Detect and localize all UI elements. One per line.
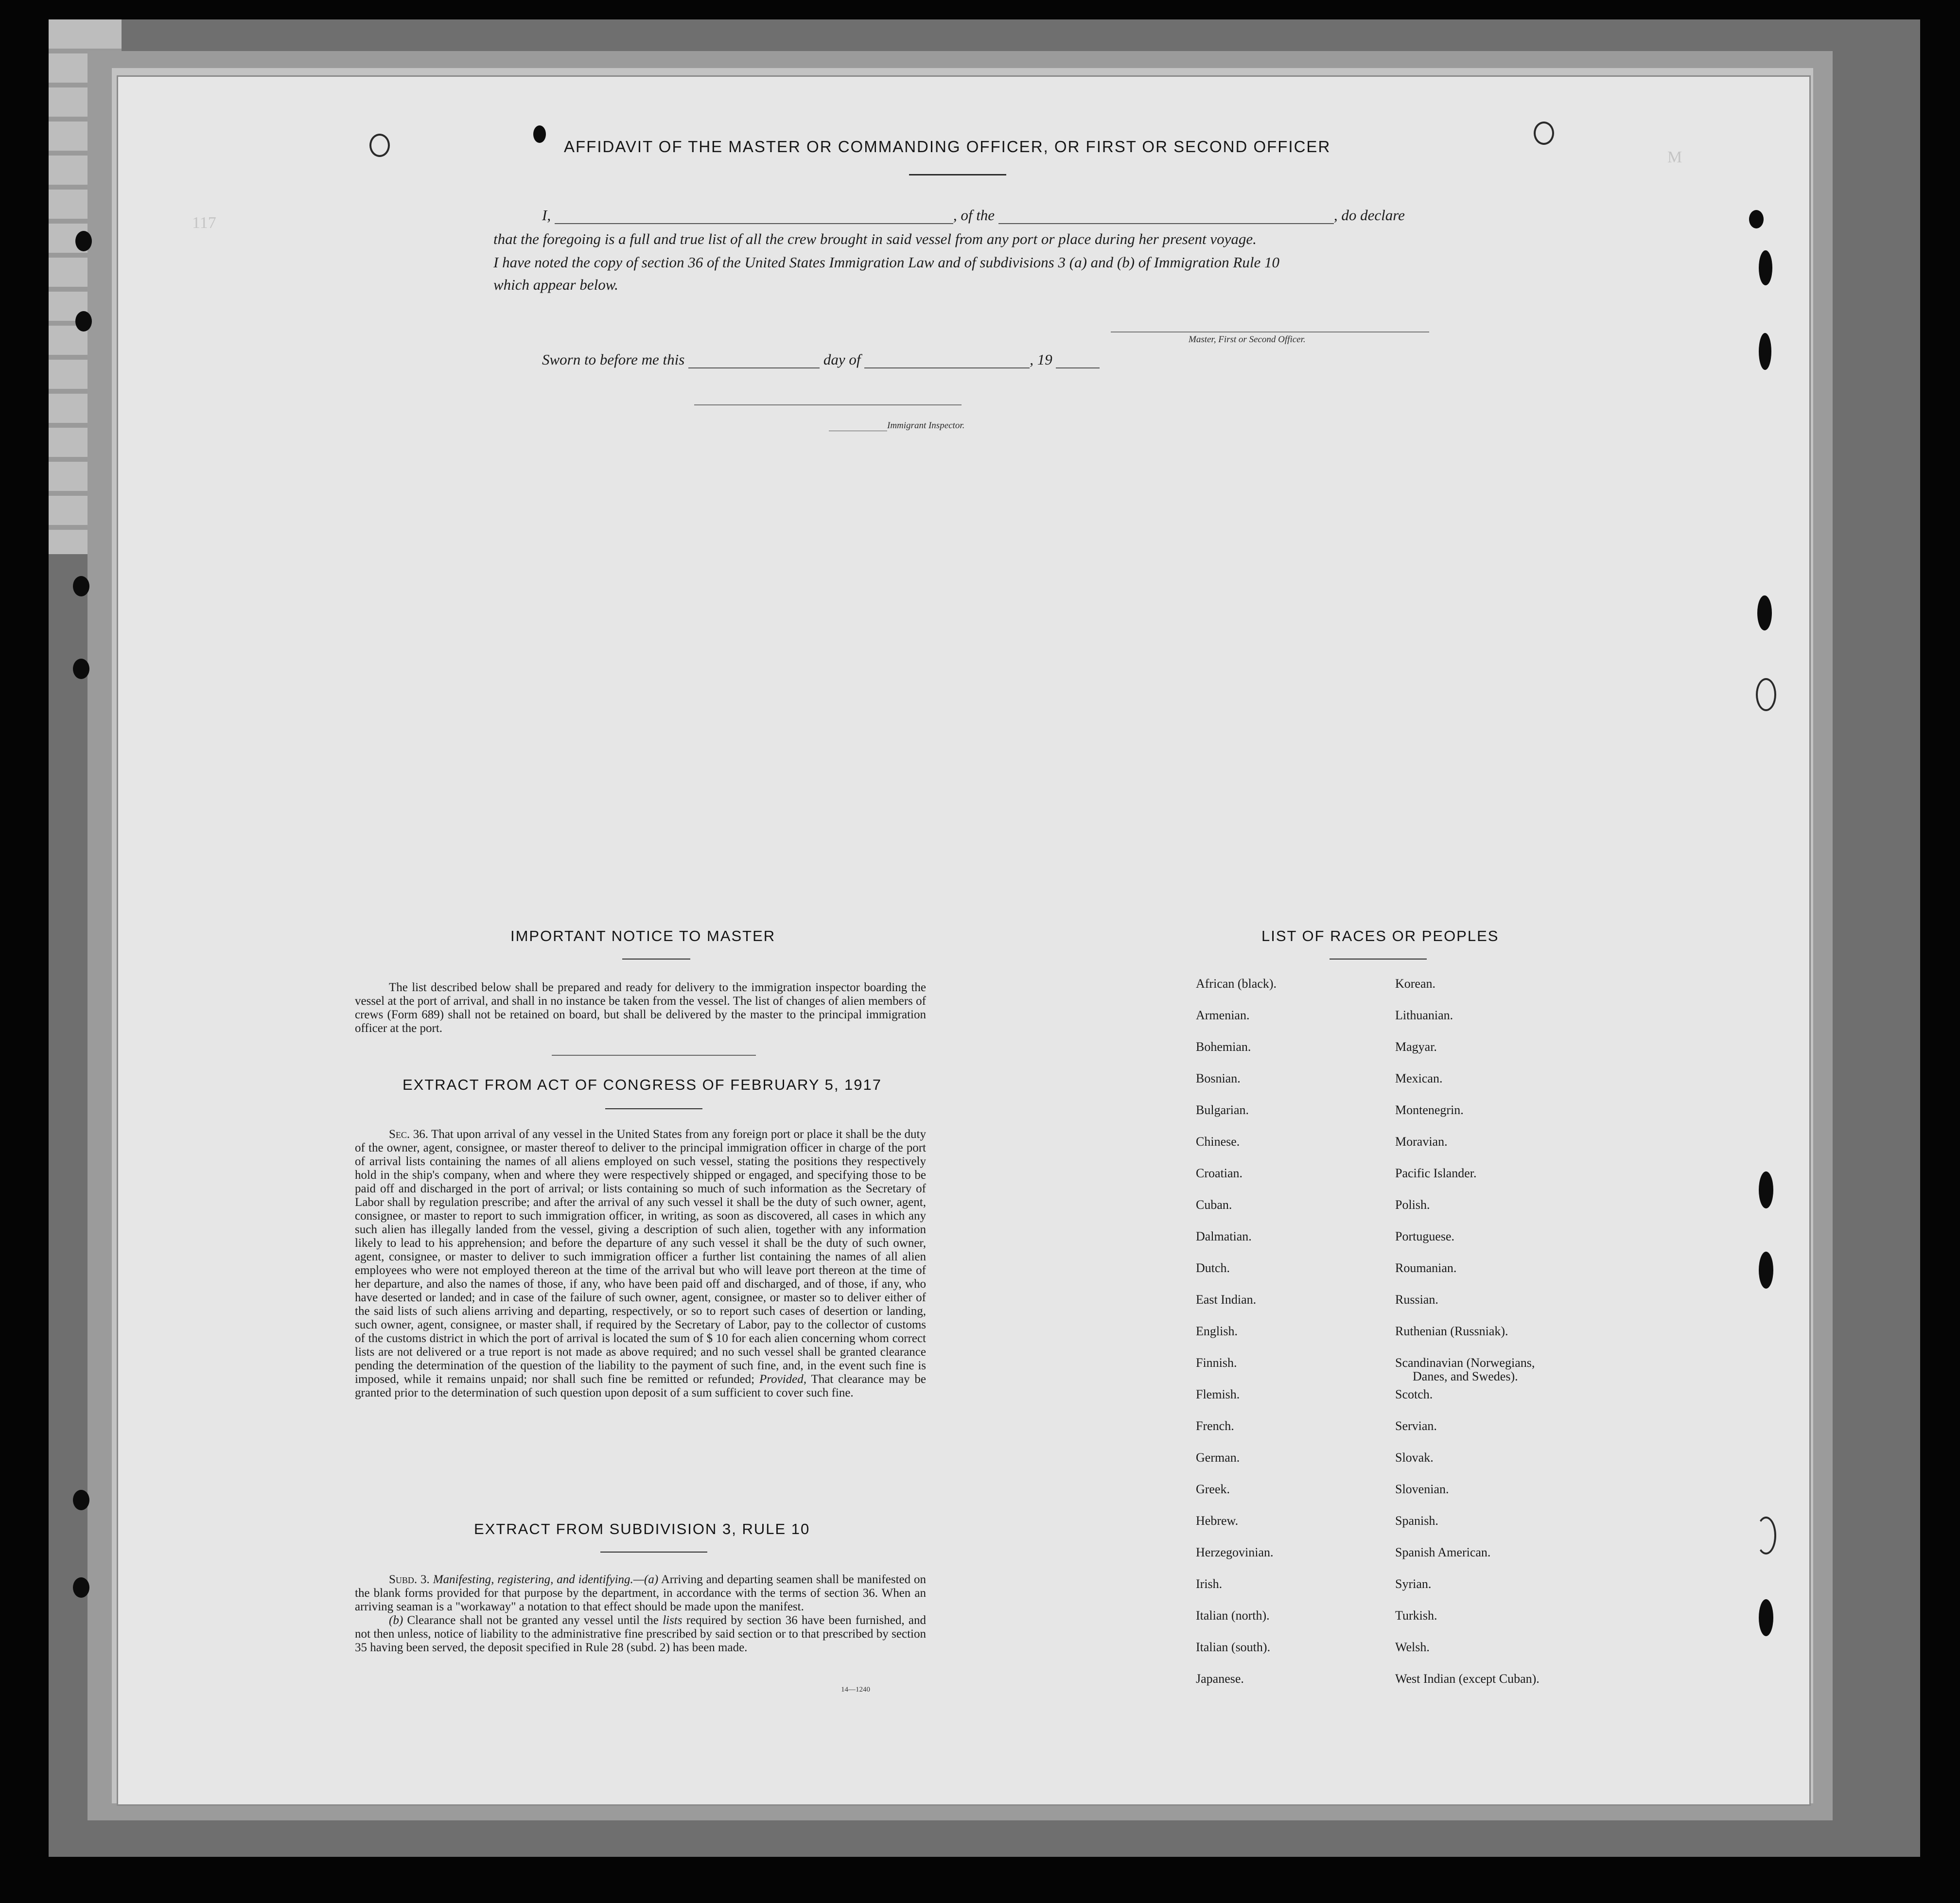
divider [605, 1108, 702, 1109]
race-item: Greek. [1196, 1482, 1230, 1496]
inspector-caption-text: Immigrant Inspector. [887, 420, 965, 431]
divider [552, 1055, 756, 1056]
section-label: Sec. 36. [389, 1128, 428, 1141]
race-item: French. [1196, 1419, 1234, 1433]
race-item: Dalmatian. [1196, 1229, 1252, 1243]
race-item: Russian. [1395, 1292, 1438, 1307]
provided-word: Provided, [759, 1373, 806, 1386]
act-text: That upon arrival of any vessel in the United States from any foreign port or place it shall be the duty of the owner, agent, consignee, or master thereof to deliver to the principal immigration officer in charge of the port of arrival lists containing the names of all aliens employed on such vessel, stating the positions they respectively hold in the ship's company, when and where they were respectively shipped or engaged, and specifying those to be paid off and discharged in the port of arrival; or lists containing so much of such information as the Secretary of Labor shall by regulation prescribe; and after the arrival of any such vessel it shall be the duty of such owner, agent, consignee, or master to report to such immigration officer, in writing, as soon as discovered, all cases in which any such alien has illegally landed from the vessel, giving a description of such alien, together with any information likely to lead to his apprehension; and before the departure of any such vessel it shall be the duty of such owner, agent, consignee, or master to deliver to such immigration officer a further list containing the names of all alien employees who were not employed thereon at the time of the arrival but who will leave port thereon at the time of her departure, and also the names of those, if any, who have been paid off and discharged, and of those, if any, who have deserted or landed; and in case of the failure of such owner, agent, consignee, or master so to deliver either of the said lists of such aliens arriving and departing, respectively, or so to report such cases of desertion or landing, such owner, agent, consignee, or master shall, if required by the Secretary of Labor, pay to the collector of customs of the customs district in which the port of arrival is located the sum of $ 10 for each alien concerning whom correct lists are not delivered or a true report is not made as above required; and no such vessel shall be granted clearance pending the determination of the question of the liability to the payment of such fine, and, in the event such fine is imposed, while it remains unpaid; nor shall such fine be remitted or refunded; [355, 1128, 926, 1386]
race-item: Turkish. [1395, 1608, 1437, 1623]
notice-paragraph [355, 981, 926, 1035]
day-blank [688, 367, 820, 368]
declaration-line [542, 207, 1405, 224]
clause-a-text: Arriving and departing seamen shall be manifested on the blank forms provided for that purpose by the department, in accordance with the terms of section 36. When an arriving seaman is a "workaway" a notation to that effect should be made upon the manifest. [355, 1573, 927, 1613]
punch-hole [1759, 1171, 1773, 1208]
race-item: African (black). [1196, 977, 1277, 991]
race-item: Japanese. [1196, 1672, 1244, 1686]
name-blank [555, 223, 953, 224]
notice-title: IMPORTANT NOTICE TO MASTER [510, 927, 776, 944]
act-paragraph [355, 1128, 926, 1400]
race-item: Danes, and Swedes). [1413, 1369, 1518, 1383]
punch-hole [75, 311, 92, 332]
race-item: Cuban. [1196, 1198, 1232, 1212]
punch-hole [369, 134, 390, 157]
sworn-text: , 19 [1030, 351, 1052, 368]
declaration-text: , of the [953, 207, 995, 224]
affidavit-title: AFFIDAVIT OF THE MASTER OR COMMANDING OFFICER, OR FIRST OR SECOND OFFICER [564, 138, 1331, 156]
inspector-line [694, 404, 962, 405]
race-item: Slovak. [1395, 1450, 1434, 1465]
race-item: Spanish American. [1395, 1545, 1491, 1559]
sworn-text: Sworn to before me this [542, 351, 685, 368]
punch-hole [1534, 122, 1554, 145]
race-item: East Indian. [1196, 1292, 1257, 1307]
subdivision-heading: Manifesting, registering, and identifying. [433, 1573, 633, 1586]
divider [1330, 959, 1427, 960]
punch-hole [73, 659, 89, 679]
race-item: Welsh. [1395, 1640, 1430, 1654]
race-item: Flemish. [1196, 1387, 1240, 1401]
divider [600, 1552, 707, 1553]
race-item: Italian (south). [1196, 1640, 1271, 1654]
notice-text: The list described below shall be prepared and ready for delivery to the immigration inspector boarding the vessel at the port of arrival, and shall in no instance be taken from the vessel. The list of changes of alien members of crews (Form 689) shall not be retained on board, but shall be delivered by the master to the principal immigration officer at the port. [355, 981, 926, 1035]
race-item: Korean. [1395, 977, 1436, 991]
month-blank [864, 367, 1030, 368]
race-item: Italian (north). [1196, 1608, 1270, 1623]
year-blank [1056, 367, 1100, 368]
sworn-text: day of [823, 351, 861, 368]
declaration-text: I, [542, 207, 551, 224]
race-item: Spanish. [1395, 1514, 1438, 1528]
race-item: Moravian. [1395, 1135, 1448, 1149]
race-item: Magyar. [1395, 1040, 1437, 1054]
race-item: Polish. [1395, 1198, 1430, 1212]
bleed-through: M [1667, 148, 1682, 166]
rule-title: EXTRACT FROM SUBDIVISION 3, RULE 10 [474, 1520, 810, 1537]
race-item: German. [1196, 1450, 1240, 1465]
punch-hole [73, 1490, 89, 1510]
race-item: Montenegrin. [1395, 1103, 1464, 1117]
clause-b-text: Clearance shall not be granted any vessel until the [407, 1614, 659, 1627]
clause-b-text: required by section 36 have been furnished, and not then unless, notice of liability to the administrative fine prescribed by said section or to that prescribed by section 35 having been served, the deposit specified in Rule 28 (subd. 2) has been made. [355, 1614, 926, 1654]
divider [909, 174, 1006, 175]
race-item: Scotch. [1395, 1387, 1433, 1401]
race-item: Pacific Islander. [1395, 1166, 1477, 1180]
race-item: Herzegovinian. [1196, 1545, 1274, 1559]
punch-hole [1759, 250, 1772, 285]
lists-word: lists [663, 1614, 682, 1627]
declaration-line-3: I have noted the copy of section 36 of the United States Immigration Law and of subdivisions 3 (a) and (b) of Immigration Rule 10 [493, 254, 1279, 271]
race-item: Servian. [1395, 1419, 1437, 1433]
race-item: Roumanian. [1395, 1261, 1457, 1275]
punch-hole [73, 1577, 89, 1598]
race-item: Bohemian. [1196, 1040, 1251, 1054]
race-item: Dutch. [1196, 1261, 1230, 1275]
punch-hole [533, 125, 546, 143]
rule-paragraph [355, 1573, 926, 1655]
race-item: Hebrew. [1196, 1514, 1239, 1528]
race-item: Lithuanian. [1395, 1008, 1453, 1022]
subdivision-label: Subd. 3. [389, 1573, 430, 1586]
sworn-line [542, 351, 1100, 368]
race-item: Bosnian. [1196, 1071, 1241, 1085]
race-item: Bulgarian. [1196, 1103, 1249, 1117]
punch-hole [75, 231, 92, 251]
punch-hole [73, 576, 89, 596]
race-item: Armenian. [1196, 1008, 1250, 1022]
bleed-through: 117 [192, 214, 216, 232]
clause-b-label: (b) [389, 1614, 403, 1627]
race-item: Chinese. [1196, 1135, 1240, 1149]
race-item: Finnish. [1196, 1356, 1237, 1370]
clause-a-label: —(a) [633, 1573, 659, 1586]
race-item: Ruthenian (Russniak). [1395, 1324, 1508, 1338]
document-page [117, 75, 1811, 1806]
races-title: LIST OF RACES OR PEOPLES [1261, 927, 1499, 944]
race-item: Mexican. [1395, 1071, 1443, 1085]
form-number: 14—1240 [841, 1686, 870, 1693]
act-text-end: That clearance may be granted prior to the determination of such question upon deposit of a sum sufficient to cover such fine. [355, 1373, 926, 1399]
punch-hole [1749, 210, 1764, 228]
declaration-text: , do declare [1333, 207, 1405, 224]
punch-hole [1757, 595, 1772, 630]
race-item: Slovenian. [1395, 1482, 1449, 1496]
punch-hole [1759, 333, 1771, 370]
master-caption: Master, First or Second Officer. [1189, 334, 1306, 345]
race-item: Croatian. [1196, 1166, 1243, 1180]
inspector-caption [829, 420, 964, 431]
race-item: Scandinavian (Norwegians, [1395, 1356, 1535, 1370]
race-item: West Indian (except Cuban). [1395, 1672, 1540, 1686]
divider [622, 959, 690, 960]
race-item: Syrian. [1395, 1577, 1432, 1591]
punch-hole [1756, 1517, 1776, 1554]
race-item: English. [1196, 1324, 1238, 1338]
punch-hole [1759, 1599, 1773, 1636]
declaration-line-4: which appear below. [493, 276, 618, 293]
act-title: EXTRACT FROM ACT OF CONGRESS OF FEBRUARY 5, 1917 [402, 1076, 882, 1093]
punch-hole [1756, 678, 1776, 711]
punch-hole [1759, 1252, 1773, 1289]
vessel-blank [998, 223, 1334, 224]
declaration-line-2: that the foregoing is a full and true list of all the crew brought in said vessel from any port or place during her present voyage. [493, 230, 1257, 247]
race-item: Portuguese. [1395, 1229, 1455, 1243]
race-item: Irish. [1196, 1577, 1223, 1591]
